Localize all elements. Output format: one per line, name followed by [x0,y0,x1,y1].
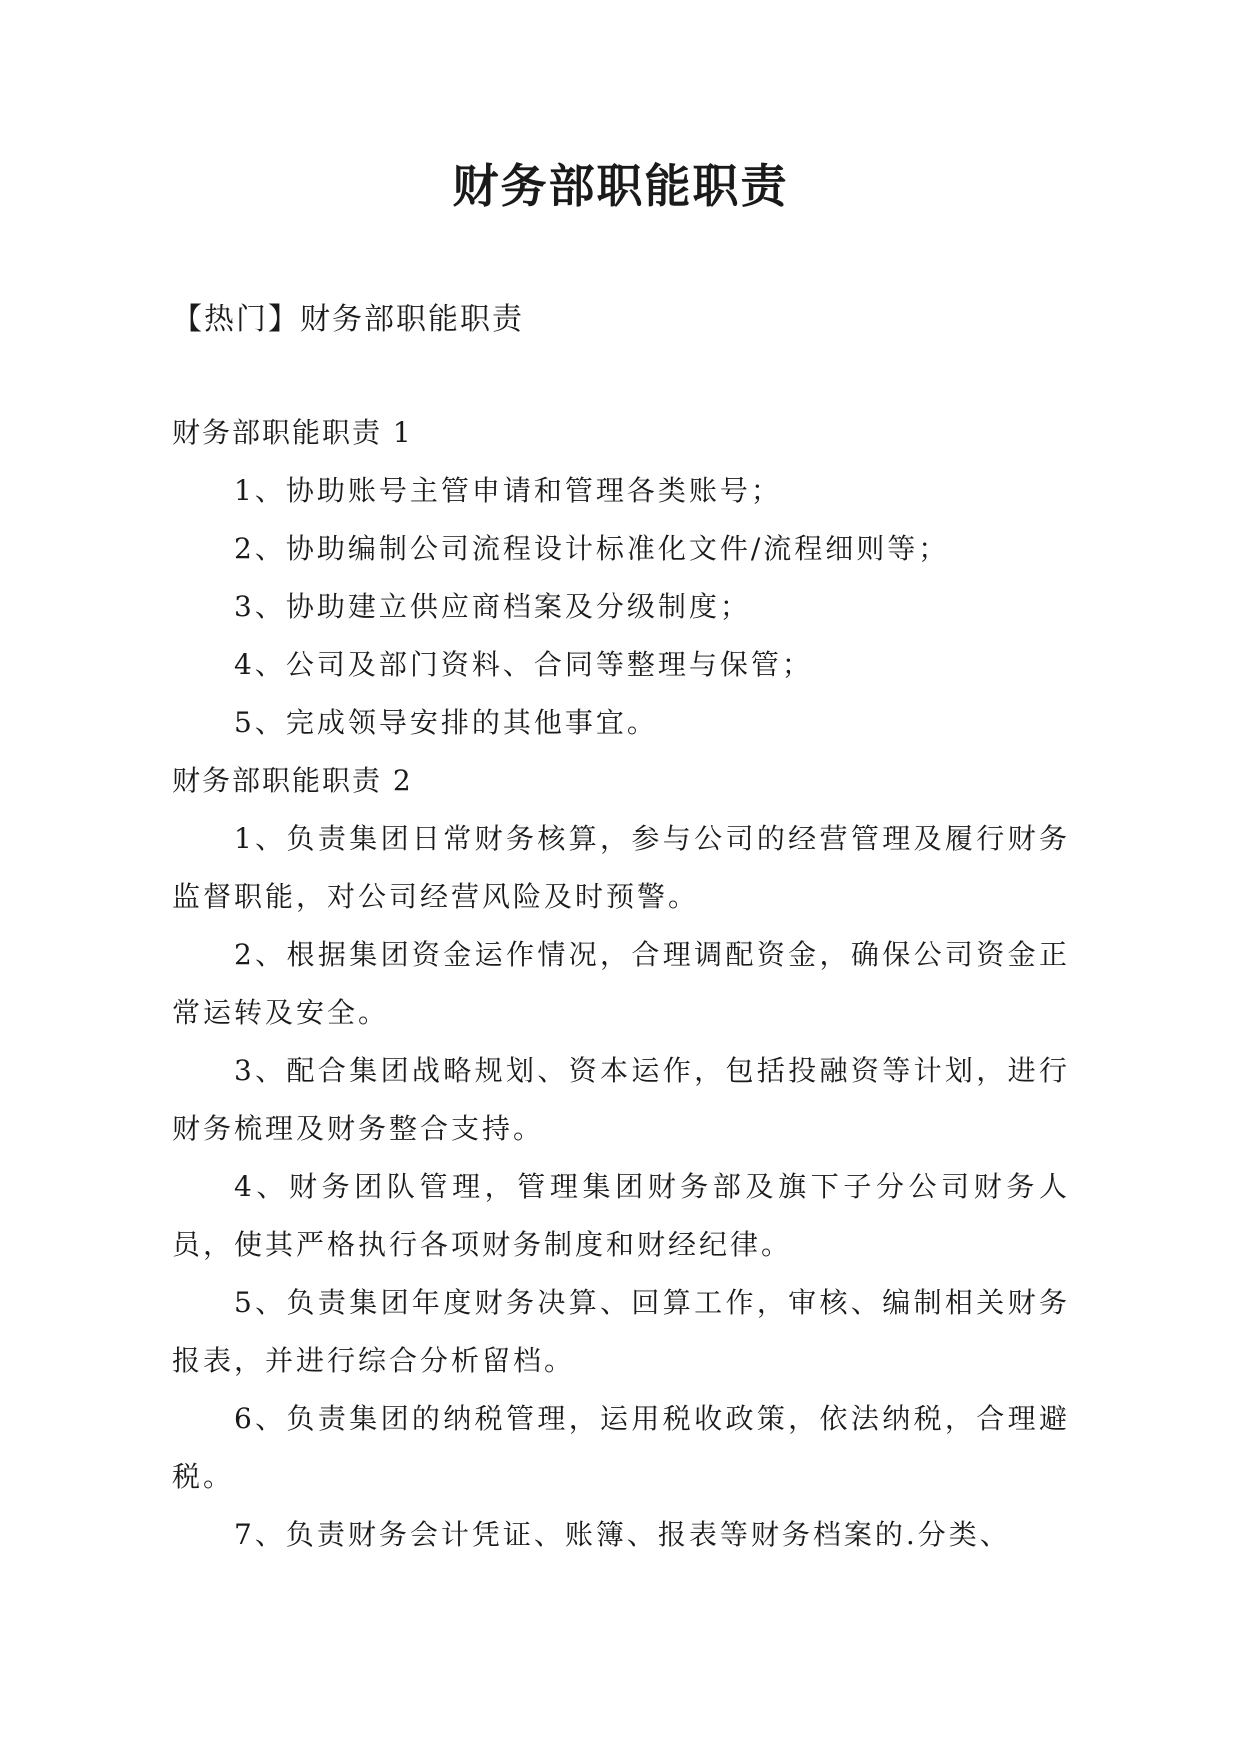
list-item: 7、负责财务会计凭证、账簿、报表等财务档案的.分类、 [234,1518,1011,1551]
list-item: 2、根据集团资金运作情况，合理调配资金，确保公司资金正常运转及安全。 [172,938,1070,1029]
list-item: 6、负责集团的纳税管理，运用税收政策，依法纳税，合理避税。 [172,1402,1070,1493]
list-item: 4、财务团队管理，管理集团财务部及旗下子分公司财务人员，使其严格执行各项财务制度和财经纪律。 [172,1170,1070,1261]
list-item: 1、负责集团日常财务核算，参与公司的经营管理及履行财务监督职能，对公司经营风险及时预警。 [172,822,1070,913]
list-item: 3、协助建立供应商档案及分级制度； [234,590,751,623]
section-heading: 财务部职能职责 2 [172,764,413,797]
list-item: 2、协助编制公司流程设计标准化文件/流程细则等； [234,532,950,565]
section-heading: 财务部职能职责 1 [172,416,413,449]
document-title: 财务部职能职责 [452,159,789,213]
document-subtitle: 【热门】财务部职能职责 [172,302,524,337]
document-body [172,404,1070,1564]
list-item: 1、协助账号主管申请和管理各类账号； [234,474,782,507]
list-item: 4、公司及部门资料、合同等整理与保管； [234,648,813,681]
list-item: 5、完成领导安排的其他事宜。 [234,706,658,739]
list-item: 3、配合集团战略规划、资本运作，包括投融资等计划，进行财务梳理及财务整合支持。 [172,1054,1070,1145]
list-item: 5、负责集团年度财务决算、回算工作，审核、编制相关财务报表，并进行综合分析留档。 [172,1286,1070,1377]
